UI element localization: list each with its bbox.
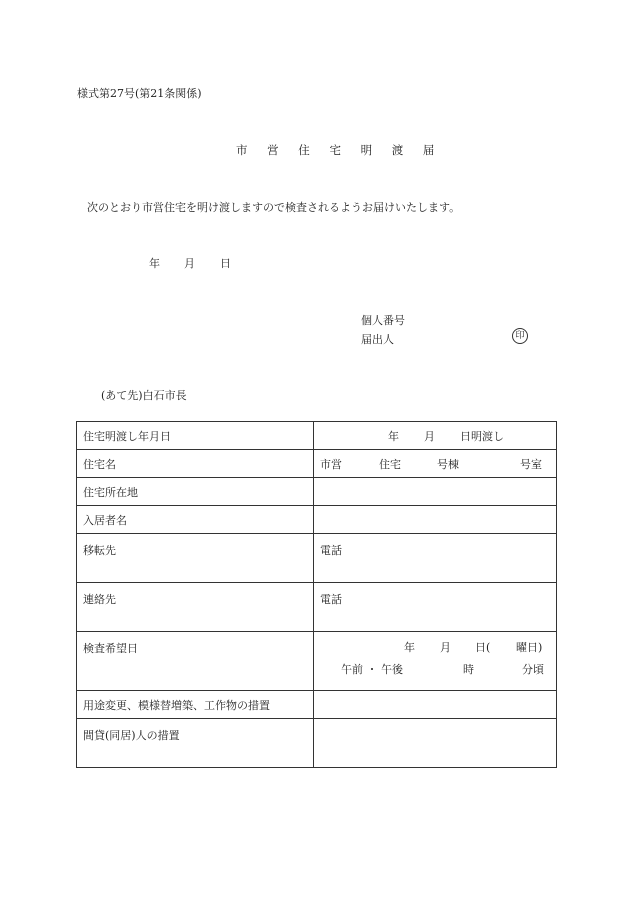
- inspection-day: 日(: [475, 641, 491, 654]
- inspection-minute: 分頃: [522, 663, 544, 676]
- date-day-label: 日: [220, 257, 231, 270]
- housing-city: 市営: [320, 458, 342, 471]
- inspection-hour: 時: [463, 663, 474, 676]
- vacate-month: 月: [424, 430, 435, 443]
- inspection-year: 年: [404, 641, 415, 654]
- resident-label: 入居者名: [77, 506, 314, 534]
- moving-to-label: 移転先: [77, 534, 314, 583]
- sublet-field[interactable]: [314, 719, 557, 768]
- inspection-ampm: 午前 ・ 午後: [341, 663, 403, 676]
- vacate-date-label: 住宅明渡し年月日: [77, 422, 314, 450]
- contact-field[interactable]: [314, 583, 557, 632]
- vacate-day: 日明渡し: [460, 430, 504, 443]
- table-row: [77, 534, 557, 583]
- form-table: [76, 421, 557, 768]
- location-label: 住宅所在地: [77, 478, 314, 506]
- table-row: [77, 632, 557, 691]
- housing-name-field[interactable]: [314, 450, 557, 478]
- alteration-label: 用途変更、模様替増築、工作物の措置: [77, 691, 314, 719]
- sublet-label: 間貸(同居)人の措置: [77, 719, 314, 768]
- housing-name-label: 住宅名: [77, 450, 314, 478]
- alteration-field[interactable]: [314, 691, 557, 719]
- inspection-field[interactable]: [314, 632, 557, 691]
- contact-label: 連絡先: [77, 583, 314, 632]
- table-row: [77, 583, 557, 632]
- personal-number-label: 個人番号: [361, 314, 405, 327]
- intro-text: 次のとおり市営住宅を明け渡しますので検査されるようお届けいたします。: [87, 201, 461, 214]
- location-field[interactable]: [314, 478, 557, 506]
- table-row: [77, 450, 557, 478]
- housing-room: 号室: [520, 458, 542, 471]
- table-row: [77, 691, 557, 719]
- contact-phone: 電話: [320, 593, 342, 606]
- page-title: 市 営 住 宅 明 渡 届: [236, 143, 443, 157]
- table-row: [77, 719, 557, 768]
- date-month-label: 月: [184, 257, 195, 270]
- housing-housing: 住宅: [379, 458, 401, 471]
- vacate-date-field[interactable]: [314, 422, 557, 450]
- date-year-label: 年: [149, 257, 160, 270]
- seal-mark: 印: [512, 328, 528, 344]
- vacate-year: 年: [388, 430, 399, 443]
- table-row: [77, 478, 557, 506]
- inspection-month: 月: [440, 641, 451, 654]
- inspection-weekday: 曜日): [516, 641, 543, 654]
- inspection-label: 検査希望日: [77, 632, 314, 691]
- resident-field[interactable]: [314, 506, 557, 534]
- table-row: [77, 506, 557, 534]
- moving-to-field[interactable]: [314, 534, 557, 583]
- table-row: [77, 422, 557, 450]
- moving-to-phone: 電話: [320, 544, 342, 557]
- form-number: 様式第27号(第21条関係): [77, 87, 202, 100]
- applicant-label: 届出人: [361, 333, 394, 346]
- housing-building: 号棟: [437, 458, 459, 471]
- addressee: (あて先)白石市長: [101, 389, 187, 402]
